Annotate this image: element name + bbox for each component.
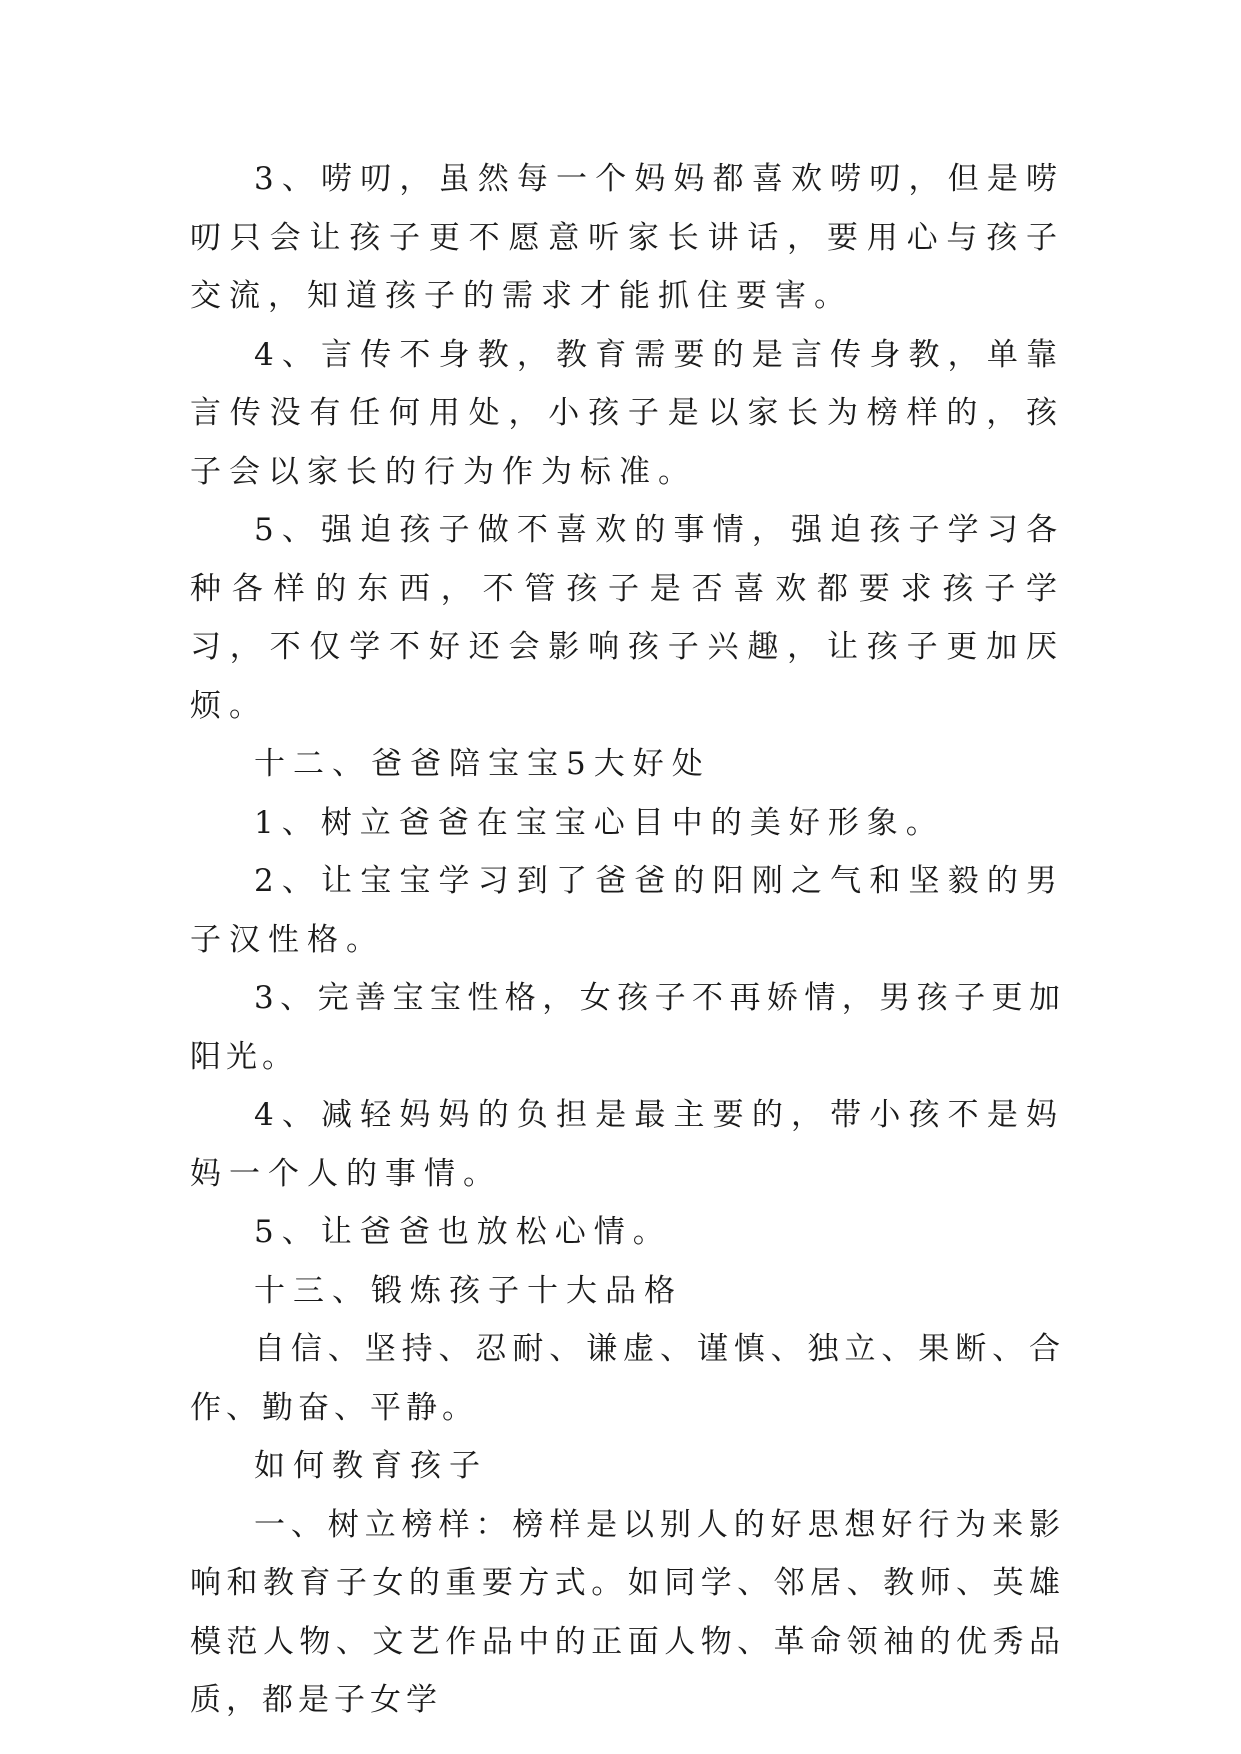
paragraph-role-models: 一、树立榜样：榜样是以别人的好思想好行为来影响和教育子女的重要方式。如同学、邻居、教师、英雄模范人物、文艺作品中的正面人物、革命领袖的优秀品质，都是子女学 bbox=[190, 1506, 1065, 1718]
paragraph-lead-by-example: 4、言传不身教，教育需要的是言传身教，单靠言传没有任何用处，小孩子是以家长为榜样的，孩子会以家长的行为作为标准。 bbox=[190, 336, 1065, 490]
list-item-benefit-1: 1、树立爸爸在宝宝心目中的美好形象。 bbox=[254, 804, 945, 841]
list-item-benefit-3: 3、完善宝宝性格，女孩子不再娇情，男孩子更加阳光。 bbox=[190, 980, 1065, 1075]
heading-dad-benefits: 十二、爸爸陪宝宝5大好处 bbox=[254, 746, 711, 782]
heading-how-to-educate: 如何教育孩子 bbox=[254, 1448, 488, 1484]
list-item-benefit-4: 4、减轻妈妈的负担是最主要的，带小孩不是妈妈一个人的事情。 bbox=[190, 1097, 1065, 1192]
paragraph-forcing-children: 5、强迫孩子做不喜欢的事情，强迫孩子学习各种各样的东西，不管孩子是否喜欢都要求孩子学习，不仅学不好还会影响孩子兴趣，让孩子更加厌烦。 bbox=[190, 512, 1065, 724]
document-body bbox=[190, 150, 1065, 1730]
list-item-benefit-5: 5、让爸爸也放松心情。 bbox=[254, 1214, 672, 1250]
paragraph-virtues-list: 自信、坚持、忍耐、谦虚、谨慎、独立、果断、合作、勤奋、平静。 bbox=[190, 1331, 1065, 1426]
list-item-benefit-2: 2、让宝宝学习到了爸爸的阳刚之气和坚毅的男子汉性格。 bbox=[190, 863, 1065, 958]
paragraph-nagging: 3、唠叨，虽然每一个妈妈都喜欢唠叨，但是唠叨只会让孩子更不愿意听家长讲话，要用心与孩子交流，知道孩子的需求才能抓住要害。 bbox=[190, 161, 1065, 314]
heading-ten-virtues: 十三、锻炼孩子十大品格 bbox=[254, 1272, 683, 1309]
